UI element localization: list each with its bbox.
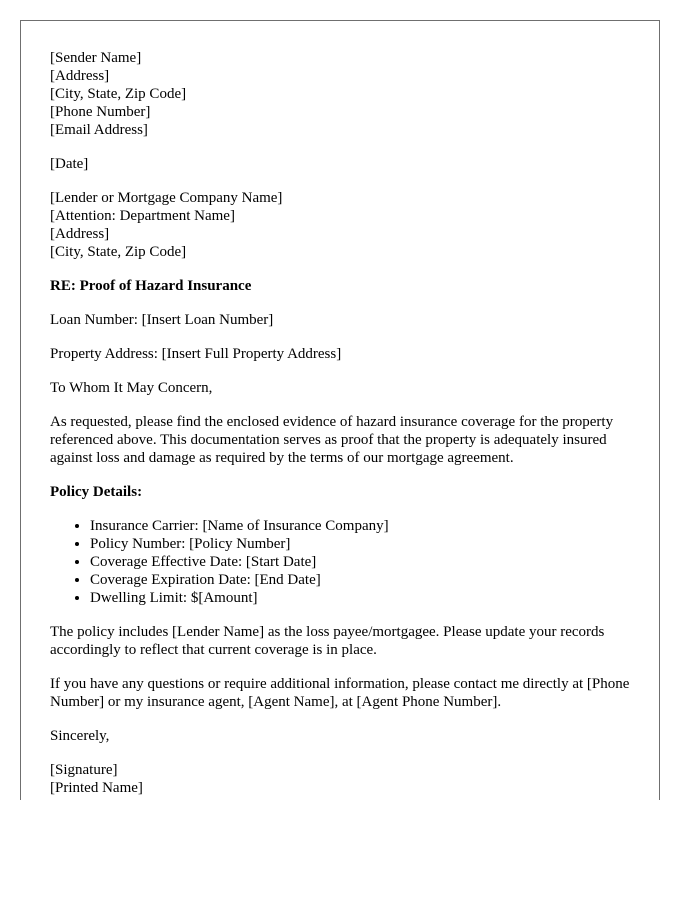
recipient-address: [Address] <box>50 226 110 242</box>
recipient-company: [Lender or Mortgage Company Name] <box>50 190 283 206</box>
policy-list <box>50 517 635 607</box>
sender-email: [Email Address] <box>50 122 148 138</box>
letter-date: [Date] <box>50 156 89 172</box>
policy-item-number: • Policy Number: [Policy Number] <box>90 535 635 553</box>
closing: Sincerely, <box>50 728 110 744</box>
signature-block <box>50 761 635 797</box>
policy-heading: Policy Details: <box>50 484 143 500</box>
policy-item-expiration-date: • Coverage Expiration Date: [End Date] <box>90 571 635 589</box>
sender-block <box>50 49 635 139</box>
body-intro: As requested, please find the enclosed evidence of hazard insurance coverage for the property referenced above. This documentation serves as proof that the property is adequately insured against loss and damage as required by the terms of our mortgage agreement. <box>50 414 614 466</box>
property-address: Property Address: [Insert Full Property Address] <box>50 346 342 362</box>
body-payee: The policy includes [Lender Name] as the loss payee/mortgagee. Please update your records accordingly to reflect that current coverage is in place. <box>50 624 605 658</box>
recipient-attention: [Attention: Department Name] <box>50 208 235 224</box>
recipient-city-state-zip: [City, State, Zip Code] <box>50 244 187 260</box>
letter-page <box>20 20 660 800</box>
policy-item-carrier: • Insurance Carrier: [Name of Insurance Company] <box>90 517 635 535</box>
salutation: To Whom It May Concern, <box>50 380 213 396</box>
sender-phone: [Phone Number] <box>50 104 151 120</box>
sender-city-state-zip: [City, State, Zip Code] <box>50 86 187 102</box>
signature: [Signature] <box>50 762 118 778</box>
sender-name: [Sender Name] <box>50 50 142 66</box>
loan-number: Loan Number: [Insert Loan Number] <box>50 312 274 328</box>
recipient-block <box>50 189 635 261</box>
subject-line: RE: Proof of Hazard Insurance <box>50 278 252 294</box>
sender-address: [Address] <box>50 68 110 84</box>
body-contact: If you have any questions or require additional information, please contact me directly at [Phone Number] or my insurance agent, [Agent Name], at [Agent Phone Number]. <box>50 676 630 710</box>
printed-name: [Printed Name] <box>50 780 143 796</box>
policy-item-effective-date: • Coverage Effective Date: [Start Date] <box>90 553 635 571</box>
policy-item-dwelling-limit: • Dwelling Limit: $[Amount] <box>90 589 635 607</box>
letter-content <box>50 49 635 800</box>
